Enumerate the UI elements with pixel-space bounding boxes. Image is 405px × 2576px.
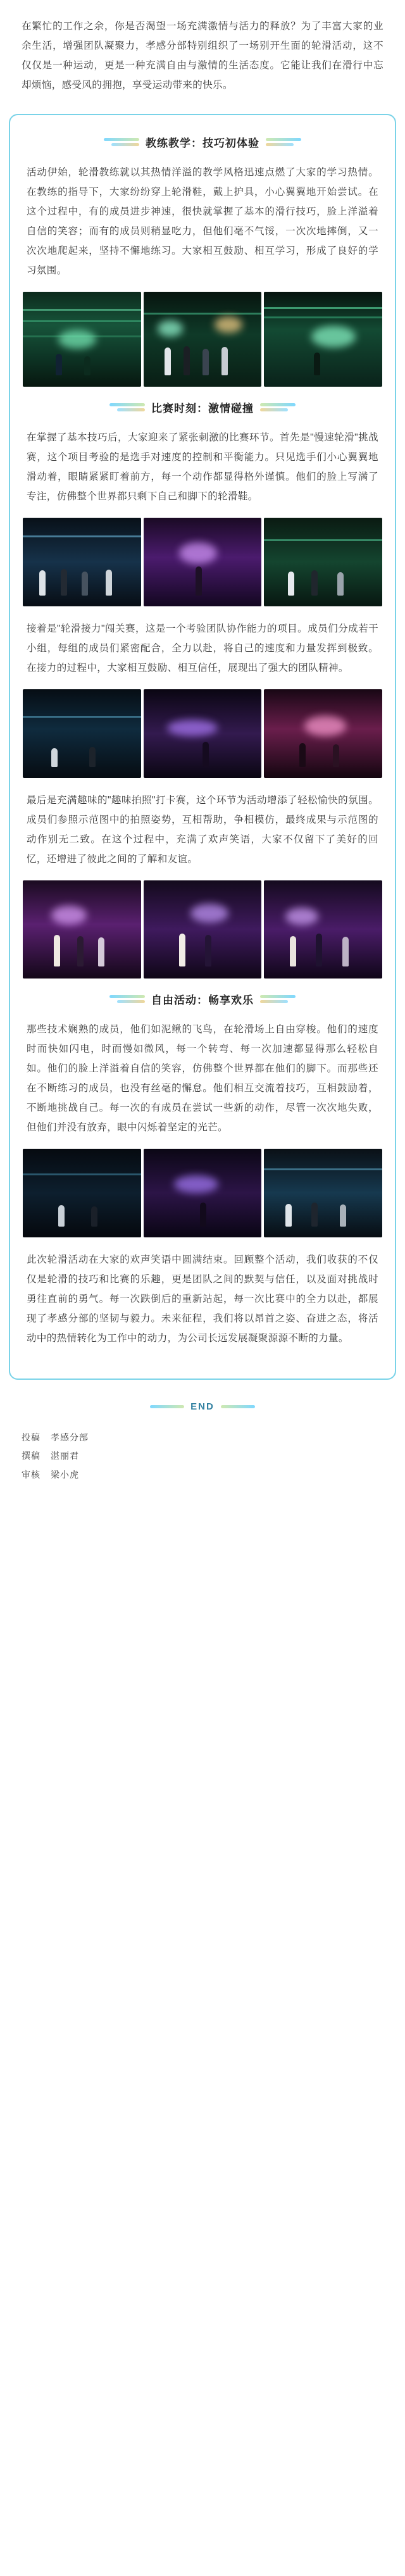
credit-row [22, 1447, 383, 1465]
photo-relay-team [264, 518, 382, 606]
section-2-paragraph-1: 在掌握了基本技巧后，大家迎来了紧张刺激的比赛环节。首先是"慢速轮滑"挑战赛，这个项目考验的是选手对速度的控制和平衡能力。只见选手们小心翼翼地滑动着，眼睛紧紧盯着前方，每一个动作都显得格外谨慎。他们的脸上写满了专注，仿佛整个世界都只剩下自己和脚下的轮滑鞋。 [27, 432, 378, 502]
credit-value: 湛丽君 [51, 1451, 79, 1461]
section-2-paragraph-2: 接着是"轮滑接力"闯关赛，这是一个考验团队协作能力的项目。成员们分成若干小组，每组的成员们紧密配合，全力以赴，将自己的速度和力量发挥到极致。在接力的过程中，大家相互鼓励、相互信任，展现出了强大的团队精神。 [27, 623, 378, 673]
end-label: END [190, 1401, 215, 1412]
heading-bars-left-icon [104, 138, 139, 146]
credit-row [22, 1466, 383, 1484]
intro-paragraph: 在繁忙的工作之余，你是否渴望一场充满激情与活力的释放？为了丰富大家的业余生活，增强团队凝聚力，孝感分部特别组织了一场别开生面的轮滑活动，这不仅仅是一种运动，更是一种充满自由与激情的生活态度。它能让我们在滑行中忘却烦恼，感受风的拥抱，享受运动带来的快乐。 [22, 21, 383, 91]
photo-neon-corridor [264, 292, 382, 387]
photo-pink-glow-rink [264, 689, 382, 778]
closing-paragraph: 此次轮滑活动在大家的欢声笑语中圆满结束。回顾整个活动，我们收获的不仅仅是轮滑的技巧和比赛的乐趣，更是团队之间的默契与信任，以及面对挑战时勇往直前的勇气。每一次跌倒后的重新站起，每一次比赛中的全力以赴，都展现了孝感分部的坚韧与毅力。未来征程，我们将以昂首之姿、奋进之态，将活动中的热情转化为工作中的动力，为公司长远发展凝聚源源不断的力量。 [27, 1254, 378, 1344]
section-heading-2 [23, 399, 382, 415]
credit-value: 孝感分部 [51, 1432, 89, 1442]
photo-free-skate-crowd [264, 1149, 382, 1237]
intro-section [0, 0, 405, 110]
photo-skating-blur [144, 689, 262, 778]
credits-section [0, 1429, 405, 1484]
credit-key: 审核 [22, 1469, 40, 1480]
section-heading-3 [23, 991, 382, 1007]
photo-race-start [23, 518, 141, 606]
photo-skaters-group [144, 292, 262, 387]
section-1-paragraph-1: 活动伊始，轮滑教练就以其热情洋溢的教学风格迅速点燃了大家的学习热情。在教练的指导下，大家纷纷穿上轮滑鞋，戴上护具，小心翼翼地开始尝试。在这个过程中，有的成员进步神速，很快就掌握了基本的滑行技巧，脸上洋溢着自信的笑容；而有的成员则稍显吃力，但他们毫不气馁，一次次地摔倒，又一次次地爬起来，坚持不懈地练习。大家相互鼓励、相互学习，形成了良好的学习氛围。 [27, 167, 378, 276]
photo-row-1 [23, 292, 382, 387]
heading-bars-right-icon [260, 403, 296, 411]
photo-free-skate-neon [144, 1149, 262, 1237]
heading-bars-right-icon [266, 138, 301, 146]
photo-row-2 [23, 518, 382, 606]
photo-pose-group-three [264, 880, 382, 979]
photo-free-skate-dark [23, 1149, 141, 1237]
content-card [9, 114, 396, 1380]
end-bar-right-icon [221, 1405, 255, 1408]
heading-bars-left-icon [109, 995, 145, 1003]
section-heading-1 [23, 134, 382, 150]
credit-row [22, 1429, 383, 1447]
photo-rink-wide-view [23, 689, 141, 778]
heading-bars-left-icon [109, 403, 145, 411]
credit-key: 投稿 [22, 1432, 40, 1442]
section-title-1: 教练教学：技巧初体验 [146, 137, 259, 149]
photo-skater-purple-light [144, 518, 262, 606]
photo-pose-group-one [23, 880, 141, 979]
section-3-paragraph-1: 那些技术娴熟的成员，他们如泥鳅的飞鸟，在轮滑场上自由穿梭。他们的速度时而快如闪电，时而慢如微风，每一个转弯、每一次加速都显得那么轻松自如。他们的脸上洋溢着自信的笑容，仿佛整个世界都在他们的脚下。而那些还在不断练习的成员，也没有丝毫的懈怠。他们相互交流着技巧，互相鼓励着，不断地挑战自己。每一次的有成员在尝试一些新的动作，尽管一次次地失败，但他们并没有放弃，眼中闪烁着坚定的光芒。 [27, 1024, 378, 1133]
end-bar-left-icon [150, 1405, 184, 1408]
photo-row-4 [23, 880, 382, 979]
section-title-3: 自由活动：畅享欢乐 [151, 994, 254, 1006]
heading-bars-right-icon [260, 995, 296, 1003]
photo-rink-green-tunnel [23, 292, 141, 387]
photo-row-3 [23, 689, 382, 778]
photo-pose-group-two [144, 880, 262, 979]
credit-value: 梁小虎 [51, 1469, 79, 1480]
photo-row-5 [23, 1149, 382, 1237]
end-marker [0, 1401, 405, 1412]
section-title-2: 比赛时刻：激情碰撞 [151, 403, 254, 415]
credit-key: 撰稿 [22, 1451, 40, 1461]
section-2-paragraph-3: 最后是充满趣味的"趣味拍照"打卡赛，这个环节为活动增添了轻松愉快的氛围。成员们参照示范图中的拍照姿势，互相帮助，争相模仿，最终成果与示范图的动作别无二致。在这个过程中，充满了欢声笑语，大家不仅留下了美好的回忆，还增进了彼此之间的了解和友谊。 [27, 795, 378, 865]
